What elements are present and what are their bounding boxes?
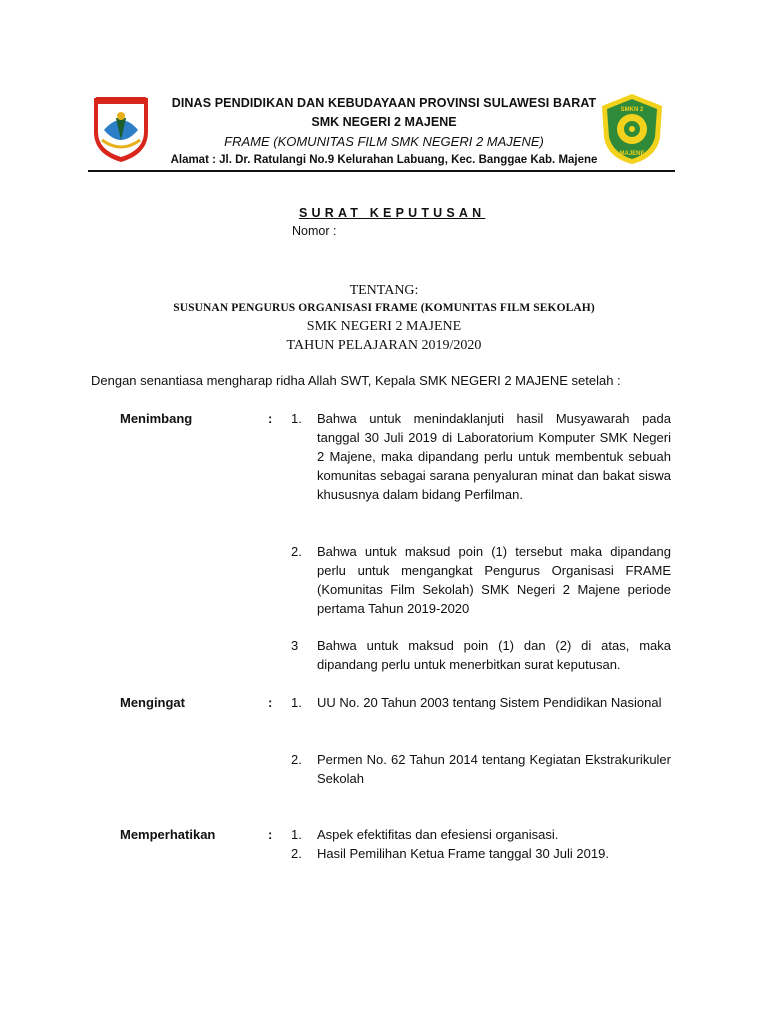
decree-title: SURAT KEPUTUSAN: [299, 206, 486, 220]
mengingat-label: Mengingat: [120, 695, 185, 710]
menimbang-item-3-text: Bahwa untuk maksud poin (1) dan (2) di atas, maka dipandang perlu untuk menerbitkan surat keputusan.: [317, 638, 671, 673]
letterhead-address: Alamat : Jl. Dr. Ratulangi No.9 Kelurahan Labuang, Kec. Banggae Kab. Majene: [170, 154, 598, 166]
mengingat-item-1-number: 1.: [291, 695, 302, 710]
decree-number-label: Nomor :: [292, 224, 337, 238]
subject-block: [0, 282, 768, 355]
subject-line-1: SUSUNAN PENGURUS ORGANISASI FRAME (KOMUNITAS FILM SEKOLAH): [173, 302, 595, 314]
province-emblem-logo: [90, 92, 152, 164]
memperhatikan-item-2-number: 2.: [291, 846, 302, 861]
subject-heading: TENTANG:: [349, 283, 419, 298]
subject-line-3: TAHUN PELAJARAN 2019/2020: [286, 338, 482, 353]
memperhatikan-item-2-text: Hasil Pemilihan Ketua Frame tanggal 30 Juli 2019.: [317, 846, 609, 861]
memperhatikan-item-1-number: 1.: [291, 827, 302, 842]
intro-sentence: Dengan senantiasa mengharap ridha Allah SWT, Kepala SMK NEGERI 2 MAJENE setelah :: [91, 373, 621, 388]
menimbang-label: Menimbang: [120, 411, 193, 426]
letterhead-community: FRAME (KOMUNITAS FILM SMK NEGERI 2 MAJENE): [224, 134, 544, 149]
letterhead-agency: DINAS PENDIDIKAN DAN KEBUDAYAAN PROVINSI SULAWESI BARAT: [171, 96, 597, 110]
menimbang-item-3-number: 3: [291, 638, 299, 653]
school-emblem-logo: [598, 92, 666, 166]
mengingat-item-1-text: UU No. 20 Tahun 2003 tentang Sistem Pendidikan Nasional: [317, 695, 662, 710]
menimbang-item-2-text: Bahwa untuk maksud poin (1) tersebut maka dipandang perlu untuk mengangkat Pengurus Organisasi FRAME (Komunitas Film Sekolah) SMK Negeri 2 Majene periode pertama Tahun 2019-2020: [317, 544, 671, 617]
menimbang-item-2-number: 2.: [291, 544, 302, 559]
subject-line-2: SMK NEGERI 2 MAJENE: [306, 319, 462, 334]
memperhatikan-colon: :: [268, 827, 273, 842]
school-logo-top-text: SMKN 2: [620, 107, 644, 113]
memperhatikan-item-1-text: Aspek efektifitas dan efesiensi organisasi.: [317, 827, 559, 842]
school-logo-bottom-text: MAJENE: [619, 151, 645, 157]
mengingat-item-2-text: Permen No. 62 Tahun 2014 tentang Kegiatan Ekstrakurikuler Sekolah: [317, 752, 671, 787]
menimbang-colon: :: [268, 411, 273, 426]
menimbang-item-1-text: Bahwa untuk menindaklanjuti hasil Musyawarah pada tanggal 30 Juli 2019 di Laboratorium Komputer SMK Negeri 2 Majene, maka dipandang perlu untuk membentuk sebuah komunitas sebagai sarana penyaluran minat dan bakat siswa khususnya dalam bidang Perfilman.: [317, 411, 671, 503]
memperhatikan-label: Memperhatikan: [120, 827, 216, 842]
letterhead-divider: [88, 170, 675, 172]
mengingat-colon: :: [268, 695, 273, 710]
mengingat-item-2-number: 2.: [291, 752, 302, 767]
menimbang-item-1-number: 1.: [291, 411, 302, 426]
letterhead-school: SMK NEGERI 2 MAJENE: [311, 115, 457, 129]
letterhead: [155, 94, 613, 170]
